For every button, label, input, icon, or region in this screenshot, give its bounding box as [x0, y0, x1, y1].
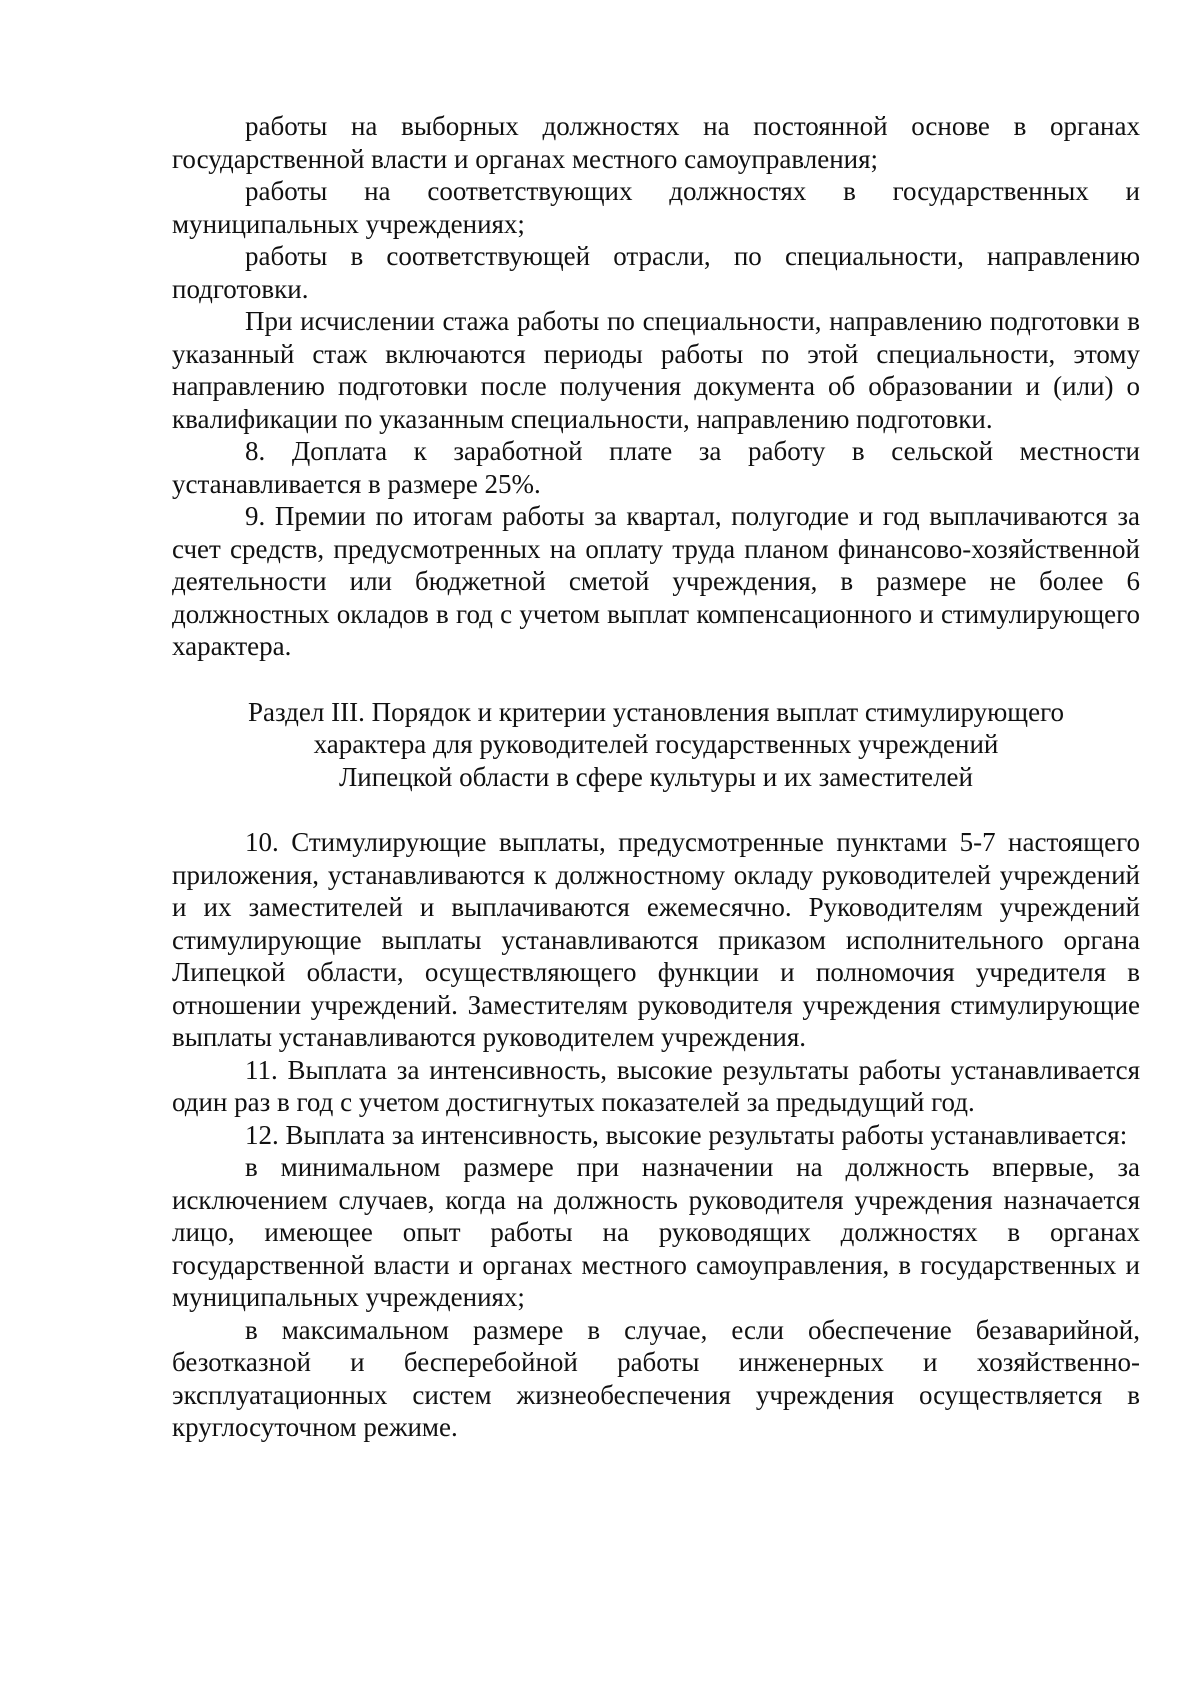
- document-page: [172, 110, 1140, 1444]
- section-heading: [172, 696, 1140, 794]
- section-heading-line-1: Раздел III. Порядок и критерии установления выплат стимулирующего: [248, 696, 1064, 727]
- spacer: [172, 793, 1140, 826]
- spacer: [172, 663, 1140, 696]
- paragraph-item-8: 8. Доплата к заработной плате за работу в сельской местности устанавливается в размере 25%.: [172, 436, 1140, 499]
- section-heading-line-3: Липецкой области в сфере культуры и их заместителей: [339, 761, 973, 792]
- paragraph-maximum-size: в максимальном размере в случае, если обеспечение безаварийной, безотказной и бесперебойной работы инженерных и хозяйственно-эксплуатационных систем жизнеобеспечения учреждения осуществляется в круглосуточном режиме.: [172, 1314, 1140, 1442]
- paragraph-item-10: 10. Стимулирующие выплаты, предусмотренные пунктами 5-7 настоящего приложения, устанавливаются к должностному окладу руководителей учреждений и их заместителей и выплачиваются ежемесячно. Руководителям учреждений стимулирующие выплаты устанавливаются приказом исполнительного органа Липецкой области, осуществляющего функции и полномочия учредителя в отношении учреждений. Заместителям руководителя учреждения стимулирующие выплаты устанавливаются руководителем учреждения.: [172, 827, 1140, 1052]
- paragraph-item-11: 11. Выплата за интенсивность, высокие результаты работы устанавливается один раз в год с учетом достигнутых показателей за предыдущий год.: [172, 1054, 1140, 1117]
- paragraph-seniority-calculation: При исчислении стажа работы по специальности, направлению подготовки в указанный стаж включаются периоды работы по этой специальности, этому направлению подготовки после получения документа об образовании и (или) о квалификации по указанным специальности, направлению подготовки.: [172, 306, 1140, 434]
- paragraph-minimum-size: в минимальном размере при назначении на должность впервые, за исключением случаев, когда на должность руководителя учреждения назначается лицо, имеющее опыт работы на руководящих должностях в органах государственной власти и органах местного самоуправления, в государственных и муниципальных учреждениях;: [172, 1152, 1140, 1312]
- paragraph-industry-specialty: работы в соответствующей отрасли, по специальности, направлению подготовки.: [172, 241, 1140, 304]
- paragraph-elected-positions: работы на выборных должностях на постоянной основе в органах государственной власти и органах местного самоуправления;: [172, 111, 1140, 174]
- paragraph-item-9: 9. Премии по итогам работы за квартал, полугодие и год выплачиваются за счет средств, предусмотренных на оплату труда планом финансово-хозяйственной деятельности или бюджетной сметой учреждения, в размере не более 6 должностных окладов в год с учетом выплат компенсационного и стимулирующего характера.: [172, 501, 1140, 661]
- paragraph-state-institutions: работы на соответствующих должностях в государственных и муниципальных учреждениях;: [172, 176, 1140, 239]
- section-heading-line-2: характера для руководителей государственных учреждений: [313, 729, 999, 759]
- paragraph-item-12: 12. Выплата за интенсивность, высокие результаты работы устанавливается:: [245, 1119, 1128, 1150]
